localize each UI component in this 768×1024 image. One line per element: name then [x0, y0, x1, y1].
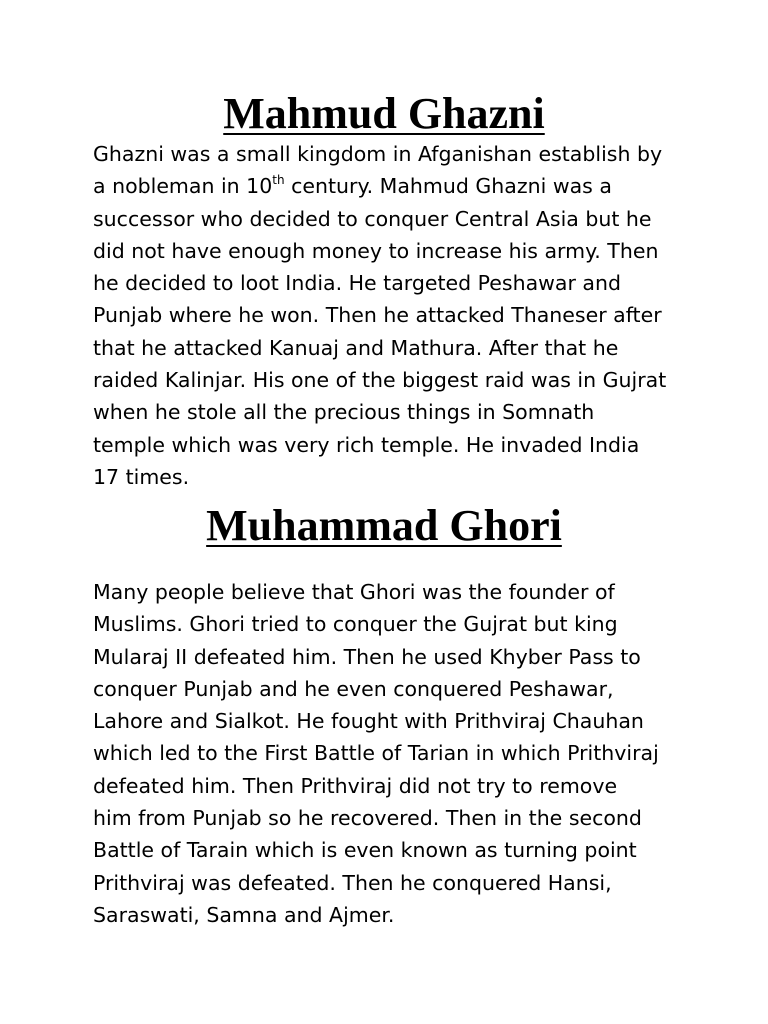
paragraph-line: successor who decided to conquer Central Asia but he	[93, 206, 652, 231]
paragraph-line-prefix: a nobleman in 10	[93, 174, 273, 199]
section-title-muhammad-ghori	[0, 500, 768, 552]
paragraph-line: Lahore and Sialkot. He fought with Prithviraj Chauhan	[93, 709, 644, 734]
paragraph-line: Muslims. Ghori tried to conquer the Gujrat but king	[93, 612, 618, 637]
ordinal-superscript: th	[272, 173, 285, 188]
paragraph-line: did not have enough money to increase his army. Then	[93, 238, 659, 263]
paragraph-line: which led to the First Battle of Tarian in which Prithviraj	[93, 741, 659, 766]
paragraph-line: Prithviraj was defeated. Then he conquered Hansi,	[93, 870, 612, 895]
paragraph-line: raided Kalinjar. His one of the biggest raid was in Gujrat	[93, 368, 667, 393]
paragraph-line: temple which was very rich temple. He invaded India	[93, 432, 640, 457]
paragraph-line: when he stole all the precious things in Somnath	[93, 400, 595, 425]
paragraph-line: defeated him. Then Prithviraj did not try to remove	[93, 773, 618, 798]
paragraph-line: Saraswati, Samna and Ajmer.	[93, 902, 395, 927]
section-title-text: Muhammad Ghori	[206, 501, 562, 550]
section-paragraph-muhammad-ghori	[93, 576, 693, 931]
paragraph-line: him from Punjab so he recovered. Then in the second	[93, 806, 642, 831]
section-title-text: Mahmud Ghazni	[223, 89, 545, 138]
paragraph-line: he decided to loot India. He targeted Peshawar and	[93, 271, 621, 296]
paragraph-line: Ghazni was a small kingdom in Afganishan establish by	[93, 142, 663, 166]
paragraph-line: conquer Punjab and he even conquered Peshawar,	[93, 676, 614, 701]
paragraph-line: Mularaj II defeated him. Then he used Khyber Pass to	[93, 644, 641, 669]
paragraph-line-suffix: century. Mahmud Ghazni was a	[291, 174, 612, 199]
paragraph-line	[93, 170, 693, 202]
section-paragraph-mahmud-ghazni	[93, 138, 693, 493]
paragraph-line: Many people believe that Ghori was the founder of	[93, 580, 615, 604]
paragraph-line: 17 times.	[93, 464, 190, 489]
section-title-mahmud-ghazni	[0, 88, 768, 140]
paragraph-line: Punjab where he won. Then he attacked Thaneser after	[93, 303, 662, 328]
paragraph-line: that he attacked Kanuaj and Mathura. After that he	[93, 335, 619, 360]
paragraph-line: Battle of Tarain which is even known as turning point	[93, 838, 637, 863]
